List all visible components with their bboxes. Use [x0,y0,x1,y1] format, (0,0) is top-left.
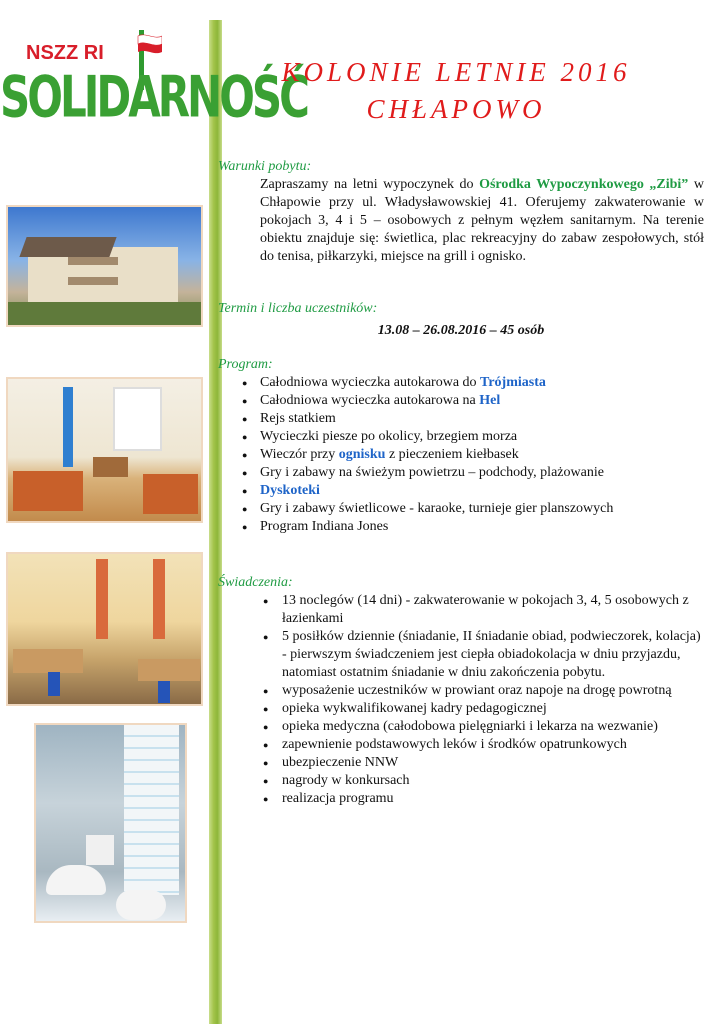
bedroom-photo [6,377,203,523]
swiadczenie-item: ● ubezpieczenie NNW [218,754,704,772]
swiadczenie-item: ● wyposażenie uczestników w prowiant oraz napoje na drogę powrotną [218,682,704,700]
program-item-text: Rejs statkiem [260,411,336,426]
termin-heading: Termin i liczba uczestników: [218,301,378,316]
title-line-2: CHŁAPOWO [366,94,546,124]
warunki-heading: Warunki pobytu: [218,159,312,174]
warunki-intro: Zapraszamy na letni wypoczynek do [260,177,480,192]
program-item [218,410,704,428]
program-item [218,500,704,518]
main-content [218,158,704,808]
logo-union-name: NSZZ RI [26,42,104,64]
swiadczenie-item: ● 13 noclegów (14 dni) - zakwaterowanie w pokojach 3, 4, 5 osobowych z łazienkami [218,592,704,628]
flag-icon [122,34,162,58]
warunki-rest: w Chłapowie przy ul. Władysławowskiej 41. Oferujemy zakwaterowanie w pokojach 3, 4 i 5 – osobowych z pełnym węzłem sanitarnym. Na terenie obiektu znajduje się: świetlica, plac rekreacyjny do zabaw zespołowych, stół do tenisa, piłkarzyki, miejsce na grill i ognisko. [260,177,704,264]
program-item-highlight: Dyskoteki [260,483,320,498]
swiadczenie-item: ● zapewnienie podstawowych leków i środków opatrunkowych [218,736,704,754]
warunki-paragraph [260,176,704,266]
swiadczenie-item: ● opieka medyczna (całodobowa pielęgniarki i lekarza na wezwanie) [218,718,704,736]
program-item-highlight: Trójmiasta [480,375,546,390]
resort-name: Ośrodka Wypoczynkowego „Zibi” [479,177,689,192]
termin-value: 13.08 – 26.08.2016 – 45 osób [377,323,545,338]
swiadczenia-list [218,592,704,808]
program-item [218,482,704,500]
dining-room-photo [6,552,203,706]
swiadczenie-item: ● realizacja programu [218,790,704,808]
solidarnosc-logo [0,28,307,158]
program-item-highlight: Hel [479,393,501,408]
swiadczenia-heading: Świadczenia: [218,575,293,590]
program-item-text: Wieczór przy [260,447,339,462]
program-list [218,374,704,536]
program-item-suffix: z pieczeniem kiełbasek [385,447,519,462]
program-item [218,374,704,392]
program-item-text: Całodniowa wycieczka autokarowa na [260,393,480,408]
program-item-highlight: ognisku [338,447,386,462]
swiadczenie-item: ● nagrody w konkursach [218,772,704,790]
program-item [218,428,704,446]
program-heading: Program: [218,357,273,372]
title-line-1: KOLONIE LETNIE 2016 [281,57,631,87]
program-item [218,464,704,482]
program-item-text: Gry i zabawy świetlicowe - karaoke, turnieje gier planszowych [260,501,614,516]
swiadczenie-item: ● 5 posiłków dziennie (śniadanie, II śniadanie obiad, podwieczorek, kolacja) - pierwszym świadczeniem jest ciepła obiadokolacja w dniu przyjazdu, natomiast ostatnim śniadanie w dniu zakończenia pobytu. [218,628,704,682]
page-title [236,54,676,128]
bathroom-photo [34,723,187,923]
building-photo [6,205,203,327]
program-item-text: Gry i zabawy na świeżym powietrzu – podchody, plażowanie [260,465,604,480]
program-item [218,392,704,410]
swiadczenie-item: ● opieka wykwalifikowanej kadry pedagogicznej [218,700,704,718]
program-item [218,446,704,464]
program-item-text: Program Indiana Jones [260,519,389,534]
logo-solidarnosc-text: SOLIDARNOŚĆ [0,64,307,131]
program-item [218,518,704,536]
program-item-text: Wycieczki piesze po okolicy, brzegiem morza [260,429,518,444]
program-item-text: Całodniowa wycieczka autokarowa do [260,375,481,390]
